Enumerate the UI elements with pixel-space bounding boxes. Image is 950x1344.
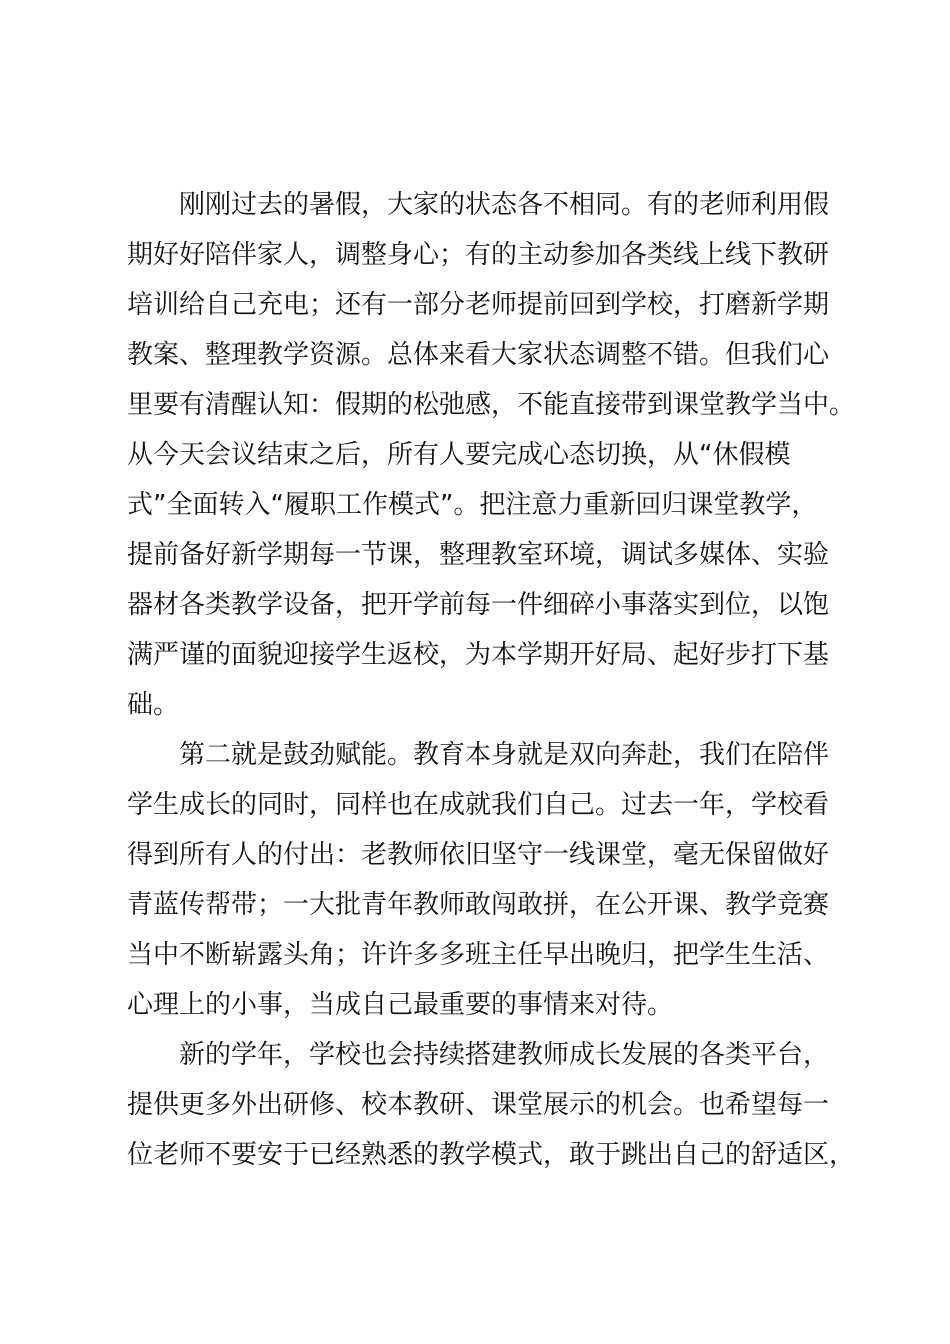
paragraph-line: 第二就是鼓劲赋能。教育本身就是双向奔赴，我们在陪伴	[179, 740, 830, 770]
paragraph-line: 础。	[127, 690, 180, 720]
paragraph-line: 提供更多外出研修、校本教研、课堂展示的机会。也希望每一	[127, 1090, 830, 1120]
paragraph-line: 从今天会议结束之后，所有人要完成心态切换，从“休假模	[127, 440, 791, 470]
paragraph-line: 刚刚过去的暑假，大家的状态各不相同。有的老师利用假	[179, 190, 830, 220]
paragraph-line: 教案、整理教学资源。总体来看大家状态调整不错。但我们心	[127, 340, 830, 370]
paragraph-line: 满严谨的面貌迎接学生返校，为本学期开好局、起好步打下基	[127, 640, 830, 670]
paragraph-2	[127, 730, 854, 1030]
paragraph-line: 当中不断崭露头角；许许多多班主任早出晚归，把学生生活、	[127, 940, 830, 970]
paragraph-line: 提前备好新学期每一节课，整理教室环境，调试多媒体、实验	[127, 540, 830, 570]
paragraph-line: 期好好陪伴家人，调整身心；有的主动参加各类线上线下教研	[127, 240, 830, 270]
paragraph-line: 新的学年，学校也会持续搭建教师成长发展的各类平台，	[179, 1040, 830, 1070]
paragraph-3	[127, 1030, 854, 1180]
paragraph-line: 位老师不要安于已经熟悉的教学模式，敢于跳出自己的舒适区，	[127, 1140, 856, 1170]
paragraph-line: 培训给自己充电；还有一部分老师提前回到学校，打磨新学期	[127, 290, 830, 320]
paragraph-line: 器材各类教学设备，把开学前每一件细碎小事落实到位，以饱	[127, 590, 830, 620]
document-body	[127, 180, 854, 1180]
paragraph-line: 心理上的小事，当成自己最重要的事情来对待。	[127, 990, 674, 1020]
paragraph-1	[127, 180, 854, 730]
paragraph-line: 得到所有人的付出：老教师依旧坚守一线课堂，毫无保留做好	[127, 840, 830, 870]
paragraph-line: 里要有清醒认知：假期的松弛感，不能直接带到课堂教学当中。	[127, 390, 856, 420]
paragraph-line: 学生成长的同时，同样也在成就我们自己。过去一年，学校看	[127, 790, 830, 820]
paragraph-line: 青蓝传帮带；一大批青年教师敢闯敢拼，在公开课、教学竞赛	[127, 890, 830, 920]
paragraph-line: 式”全面转入“履职工作模式”。把注意力重新回归课堂教学，	[127, 490, 818, 520]
